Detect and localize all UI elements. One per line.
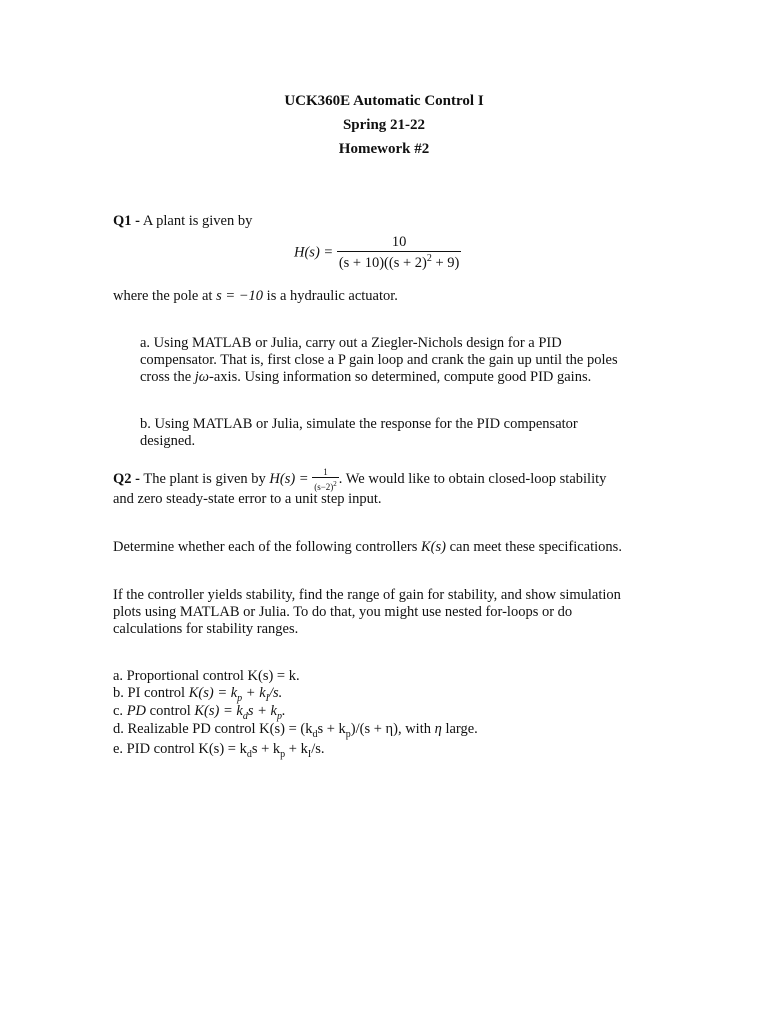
- q1-equation: [294, 234, 461, 272]
- opt-e-tail: /s.: [311, 741, 325, 757]
- q1-part-b-line1: b. Using MATLAB or Julia, simulate the response for the PID compensator: [140, 416, 578, 432]
- opt-c-sub1: d: [242, 710, 248, 722]
- opt-c-pre: c.: [113, 703, 127, 719]
- opt-c-math-main: K(s) = k: [194, 703, 243, 719]
- opt-c-mid: s + k: [247, 703, 277, 719]
- opt-e-sub2: p: [280, 748, 286, 760]
- opt-b-math: [188, 685, 283, 704]
- q2-plant-num: 1: [323, 467, 328, 477]
- q1-eq-fraction: [337, 234, 462, 272]
- q2-intro-pre: The plant is given by: [143, 470, 270, 487]
- opt-d-end: large.: [441, 721, 478, 737]
- q2-para-line3: calculations for stability ranges.: [113, 621, 299, 637]
- q1-part-a-line2: compensator. That is, first close a P gain loop and crank the gain up until the poles: [140, 352, 618, 368]
- opt-b-sub2: I: [265, 692, 269, 704]
- q1-part-a-line3: [140, 369, 591, 386]
- opt-e-math-main: K(s) = k: [198, 741, 247, 757]
- q1-pole-value: s = −10: [216, 288, 264, 304]
- q1-intro-text: A plant is given by: [142, 213, 253, 229]
- opt-d-sub1: d: [312, 728, 318, 740]
- q2-determine-pre: Determine whether each of the following controllers: [113, 539, 422, 555]
- opt-e-sub1: d: [246, 748, 252, 760]
- q2-determine: [113, 539, 622, 556]
- q2-intro-post: . We would like to obtain closed-loop stability: [338, 470, 607, 487]
- q1-pole-post: is a hydraulic actuator.: [263, 288, 398, 304]
- q1-pole-line: [113, 288, 398, 305]
- q2-plant-den: [312, 477, 339, 492]
- opt-b-tail: /s.: [269, 685, 283, 701]
- opt-c-pd: PD: [126, 703, 147, 719]
- opt-e-text: e. PID control: [113, 741, 199, 757]
- q2-determine-math: K(s): [421, 539, 446, 555]
- q1-eq-den-main: (s + 10)((s + 2): [338, 254, 427, 271]
- q2-para-line2: plots using MATLAB or Julia. To do that, you might use nested for-loops or do: [113, 604, 573, 620]
- course-title: UCK360E Automatic Control I: [284, 93, 484, 109]
- q1-part-a-line1: a. Using MATLAB or Julia, carry out a Ziegler-Nichols design for a PID: [140, 335, 562, 351]
- term-title: Spring 21-22: [342, 117, 426, 133]
- opt-d-eta: η: [434, 721, 442, 737]
- q1-eq-lhs: H(s) =: [294, 244, 334, 261]
- q2-plant-den-exp: 2: [333, 480, 337, 488]
- assignment-title: Homework #2: [338, 141, 430, 157]
- opt-b-sub1: p: [237, 692, 243, 704]
- q2-intro-line2: and zero steady-state error to a unit step input.: [113, 491, 382, 507]
- q1-a3-pre: cross the: [140, 369, 195, 385]
- q2-label: Q2 -: [113, 470, 140, 487]
- q1-eq-den-tail: + 9): [431, 254, 460, 271]
- q2-para-line1: If the controller yields stability, find the range of gain for stability, and show simulation: [113, 587, 621, 603]
- q1-a3-math: jω: [194, 369, 210, 385]
- q1-pole-pre: where the pole at: [113, 288, 217, 304]
- opt-d-mid: s + k: [317, 721, 346, 737]
- opt-d-math-main: K(s) = (k: [259, 721, 313, 737]
- opt-c-text: control: [146, 703, 195, 719]
- opt-e-mid: s + k: [251, 741, 281, 757]
- opt-e-mid2: + k: [285, 741, 308, 757]
- q1-eq-denominator: [337, 251, 462, 272]
- opt-a-text: a. Proportional control: [113, 668, 248, 684]
- q2-plant-fraction: [312, 467, 339, 492]
- opt-d-sub2: p: [345, 728, 351, 740]
- opt-c-math: [194, 703, 286, 722]
- q1-eq-numerator: 10: [391, 234, 407, 250]
- q2-intro: [113, 467, 606, 492]
- q2-plant-den-main: (s−2): [314, 482, 334, 492]
- q1-eq-den-exp: 2: [426, 253, 432, 264]
- opt-d-text: d. Realizable PD control: [113, 721, 260, 737]
- q1-intro: [113, 213, 252, 230]
- q1-label: Q1 -: [113, 213, 140, 229]
- q2-determine-post: can meet these specifications.: [446, 539, 622, 555]
- opt-e-math: [198, 741, 325, 760]
- q2-plant-lhs: H(s) =: [269, 470, 309, 487]
- opt-d-tail: )/(s + η): [350, 721, 398, 737]
- opt-d-post: , with: [397, 721, 435, 737]
- opt-b-math-main: K(s) = k: [188, 685, 238, 701]
- opt-b-mid: + k: [242, 685, 266, 701]
- opt-b-text: b. PI control: [113, 685, 189, 701]
- opt-c-sub2: p: [276, 710, 282, 722]
- q2-option-e: [113, 741, 324, 763]
- opt-c-tail: .: [281, 703, 286, 719]
- q1-part-b-line2: designed.: [140, 433, 196, 449]
- q1-a3-post: -axis. Using information so determined, compute good PID gains.: [209, 369, 592, 385]
- opt-a-math: K(s) = k.: [247, 668, 300, 684]
- opt-e-sub3: I: [307, 748, 312, 760]
- q2-option-d: [113, 721, 478, 743]
- opt-d-math: [259, 721, 398, 740]
- q2-option-a: [113, 668, 300, 685]
